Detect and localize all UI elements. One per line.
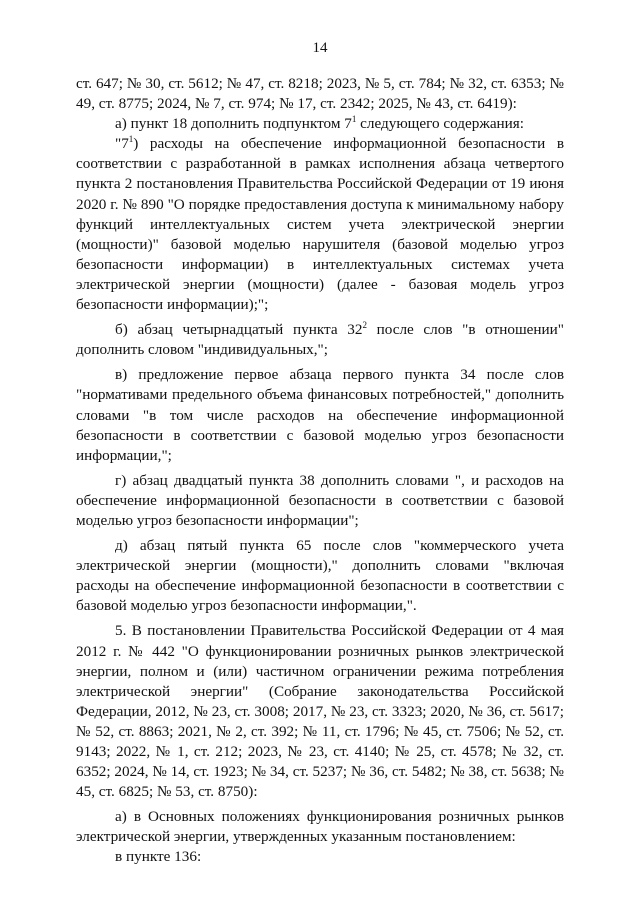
paragraph-point-136 [76,847,564,867]
paragraph-text: ст. 647; № 30, ст. 5612; № 47, ст. 8218; 2023, № 5, ст. 784; № 32, ст. 6353; № 49, ст. 8775; 2024, № 7, ст. 974; № 17, ст. 2342; 2025, № 43, ст. 6419): [76,75,564,113]
paragraph-item-b [76,320,564,360]
paragraph-text: г) абзац двадцатый пункта 38 дополнить словами ", и расходов на обеспечение информационной безопасности в соответствии с базовой моделью угроз безопасности информации"; [76,471,564,529]
paragraph-subitem-7-1 [76,134,564,315]
paragraph-text: "7 [115,135,129,153]
paragraph-text: д) абзац пятый пункта 65 после слов "коммерческого учета электрической энергии (мощности)," дополнить словами "включая расходы на обеспечение информационной безопасности в соответствии с базовой моделью угроз безопасности информации,". [76,537,564,615]
paragraph-item-g [76,471,564,531]
paragraph-text: следующего содержания: [356,115,525,133]
paragraph-text: 5. В постановлении Правительства Российской Федерации от 4 мая 2012 г. № 442 "О функционировании розничных рынков электрической энергии, полном и (или) частичном ограничении режима потребления электрической энергии" (Собрание законодательства Российской Федерации, 2012, № 23, ст. 3008; 2017, № 23, ст. 3323; 2020, № 36, ст. 5617; № 52, ст. 8863; 2021, № 2, ст. 392; № 11, ст. 1796; № 45, ст. 7506; № 52, ст. 9143; 2022, № 1, ст. 212; 2023, № 23, ст. 4140; № 25, ст. 4578; № 32, ст. 6352; 2024, № 14, ст. 1923; № 34, ст. 5237; № 36, ст. 5482; № 38, ст. 5638; № 45, ст. 6825; № 53, ст. 8750): [76,622,565,801]
paragraph-text: б) абзац четырнадцатый пункта 32 [115,321,363,339]
paragraph-text: а) в Основных положениях функционирования розничных рынков электрической энергии, утвержденных указанным постановлением: [76,808,564,846]
paragraph-item-d [76,536,564,616]
paragraph-text: в) предложение первое абзаца первого пункта 34 после слов "нормативами предельного объема финансовых потребностей," дополнить словами "в том числе расходов на обеспечение информационной безопасности в соответствии с базовой моделью угроз безопасности информации,"; [76,366,564,464]
superscript: 1 [351,114,357,125]
paragraph-citation-continuation [76,74,564,114]
paragraph-text: ) расходы на обеспечение информационной безопасности в соответствии с разработанной в рамках исполнения абзаца четвертого пункта 2 постановления Правительства Российской Федерации от 19 июня 2020 г. № 890 "О порядке предоставления доступа к минимальному набору функций интеллектуальных систем учета электрической энергии (мощности)" базовой моделью нарушителя (базовой моделью угроз безопасности информации) в интеллектуальных системах учета электрической энергии (мощности) (далее - базовая модель угроз безопасности информации);"; [76,135,564,314]
superscript: 2 [362,320,367,331]
paragraph-text: после слов "в отношении" дополнить словом "индивидуальных,"; [76,321,564,359]
document-body [76,74,564,868]
paragraph-point-5 [76,621,564,802]
paragraph-text: а) пункт 18 дополнить подпунктом 7 [115,115,352,133]
paragraph-point-5-item-a [76,807,564,847]
superscript: 1 [128,134,134,145]
paragraph-item-a [76,114,564,134]
paragraph-text: в пункте 136: [115,848,202,866]
paragraph-item-v [76,365,564,465]
page-number: 14 [312,40,328,56]
